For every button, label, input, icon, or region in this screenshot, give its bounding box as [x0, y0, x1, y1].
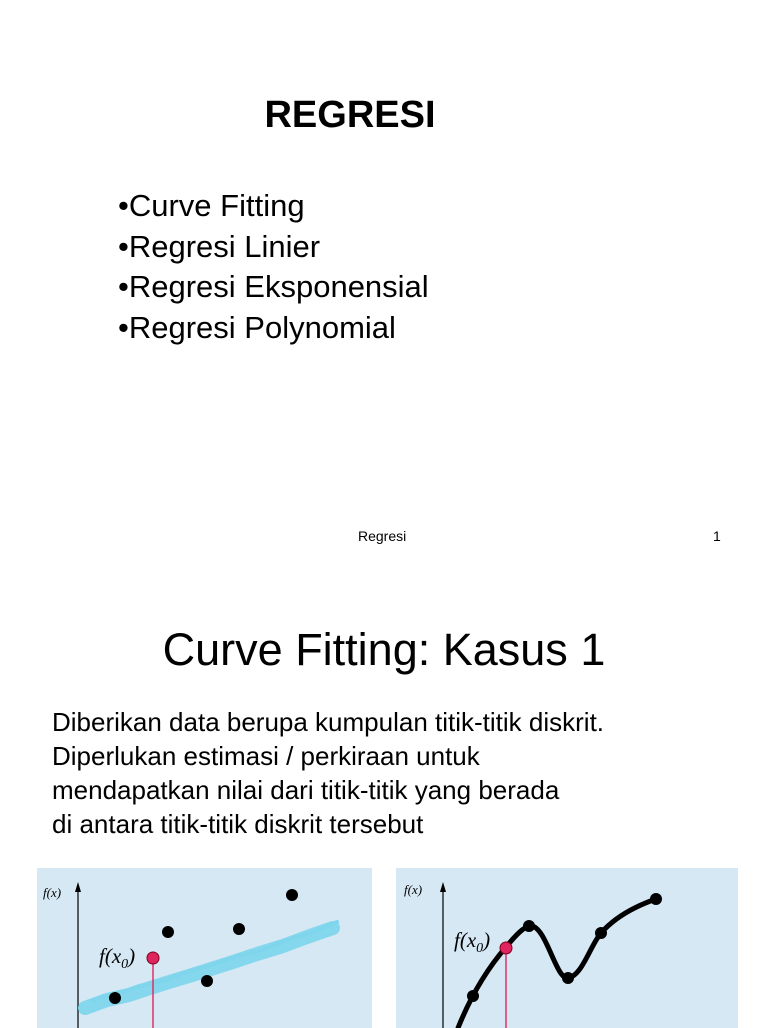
data-point: [650, 893, 662, 905]
estimated-point: [147, 952, 159, 964]
linear-fit-plot: [37, 868, 372, 1028]
estimate-label: $f(x_0)$: [99, 944, 136, 972]
estimated-point: [500, 942, 512, 954]
page-number: 1: [713, 528, 721, 544]
topic-item-regresi-eksponensial: • Regresi Eksponensial: [118, 267, 429, 308]
data-point: [233, 923, 245, 935]
axis-label: f(x): [43, 885, 62, 900]
description-paragraph: [52, 705, 752, 841]
axis-label: f(x): [404, 882, 423, 897]
estimate-label: $f(x_0)$: [454, 928, 491, 956]
data-point: [286, 889, 298, 901]
slide-title-text: REGRESI: [264, 94, 436, 136]
polynomial-fit-figure: [396, 868, 738, 1028]
data-point: [523, 920, 535, 932]
description-line: di antara titik-titik diskrit tersebut: [52, 809, 424, 839]
y-axis-arrow: [440, 882, 446, 892]
topic-item-regresi-linier: • Regresi Linier: [118, 227, 429, 268]
slide-title: Curve Fitting: Kasus 1: [162, 624, 606, 675]
y-axis-arrow: [75, 882, 81, 892]
data-point: [109, 992, 121, 1004]
slide-title: [0, 88, 700, 142]
linear-fit-figure: [37, 868, 372, 1028]
slide-2: [0, 560, 768, 1024]
data-point: [201, 975, 213, 987]
interpolating-curve: [458, 899, 656, 1028]
topic-item-curve-fitting: • Curve Fitting: [118, 186, 429, 227]
polynomial-fit-plot: [396, 868, 738, 1028]
footer-label: Regresi: [358, 528, 407, 544]
topic-list: [118, 186, 429, 348]
topic-item-regresi-polynomial: • Regresi Polynomial: [118, 308, 429, 349]
data-point: [162, 926, 174, 938]
description-line: Diberikan data berupa kumpulan titik-titik diskrit.: [52, 707, 605, 737]
description-line: mendapatkan nilai dari titik-titik yang berada: [52, 775, 560, 805]
description-line: Diperlukan estimasi / perkiraan untuk: [52, 741, 480, 771]
data-point: [562, 972, 574, 984]
data-point: [595, 927, 607, 939]
data-point: [467, 990, 479, 1002]
